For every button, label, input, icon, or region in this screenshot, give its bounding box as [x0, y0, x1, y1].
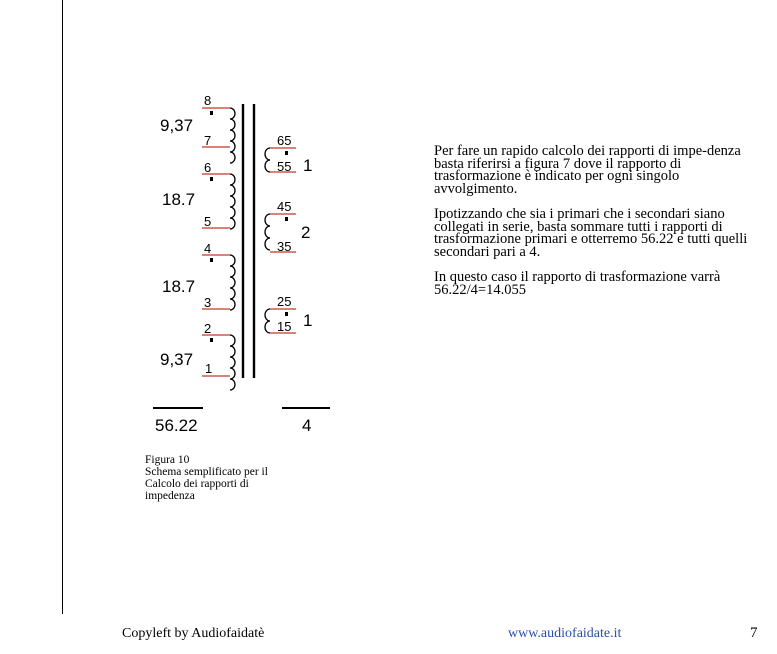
secondary-ratio-label: 2 — [301, 223, 311, 242]
secondary-coil-2 — [265, 214, 270, 250]
secondary-pin-label: 15 — [277, 319, 292, 334]
transformer-core — [243, 104, 254, 378]
primary-pin-label: 2 — [204, 321, 212, 336]
figure-caption — [145, 454, 295, 502]
primary-coil-4 — [230, 335, 235, 390]
primary-pin-label: 7 — [204, 133, 212, 148]
secondary-coil-1 — [265, 148, 270, 172]
primary-ratio-label: 9,37 — [160, 350, 194, 369]
primary-ratio-label: 18.7 — [162, 190, 196, 209]
primary-pin-label: 5 — [204, 214, 212, 229]
secondary-coil-3 — [265, 309, 270, 333]
body-paragraph: Per fare un rapido calcolo dei rapporti di impe-denza basta riferirsi a figura 7 dove il rapporto di trasformazione è indicato per ogni singolo avvolgimento. — [434, 143, 741, 197]
secondary-ratio-label: 1 — [303, 156, 313, 175]
body-paragraph: Ipotizzando che sia i primari che i secondari siano collegati in serie, basta sommare tutti i rapporti di trasformazione primari e otterremo 56.22 e tutti quelli secondari pari a 4. — [434, 206, 748, 260]
caption-line: Figura 10 — [145, 454, 190, 466]
secondary-total-label: 4 — [302, 416, 312, 435]
primary-coil-2 — [230, 174, 235, 229]
primary-pin-label: 8 — [204, 93, 212, 108]
footer-copyleft: Copyleft by Audiofaidatè — [122, 626, 265, 641]
primary-coil-1 — [230, 108, 235, 163]
primary-pin-label: 1 — [205, 361, 213, 376]
primary-coil-3 — [230, 255, 235, 310]
caption-line: Schema semplificato per il — [145, 466, 268, 478]
secondary-pin-label: 35 — [277, 239, 292, 254]
primary-pin-label: 3 — [204, 295, 212, 310]
secondary-ratio-label: 1 — [303, 311, 313, 330]
body-text — [434, 145, 764, 309]
secondary-windings — [265, 148, 270, 333]
secondary-pin-label: 45 — [277, 199, 292, 214]
secondary-pin-label: 65 — [277, 133, 292, 148]
primary-ratio-label: 9,37 — [160, 116, 194, 135]
caption-line: Calcolo dei rapporti di — [145, 478, 249, 490]
secondary-pin-label: 25 — [277, 294, 292, 309]
primary-windings — [230, 108, 235, 390]
primary-total-label: 56.22 — [155, 416, 198, 435]
primary-pin-label: 4 — [204, 241, 212, 256]
body-paragraph: In questo caso il rapporto di trasformazione varrà 56.22/4=14.055 — [434, 269, 721, 298]
page-number: 7 — [750, 625, 758, 641]
footer-url-link[interactable]: www.audiofaidate.it — [508, 626, 622, 641]
primary-pin-label: 6 — [204, 160, 212, 175]
caption-line: impedenza — [145, 490, 195, 502]
secondary-pin-label: 55 — [277, 159, 292, 174]
primary-ratio-label: 18.7 — [162, 277, 196, 296]
